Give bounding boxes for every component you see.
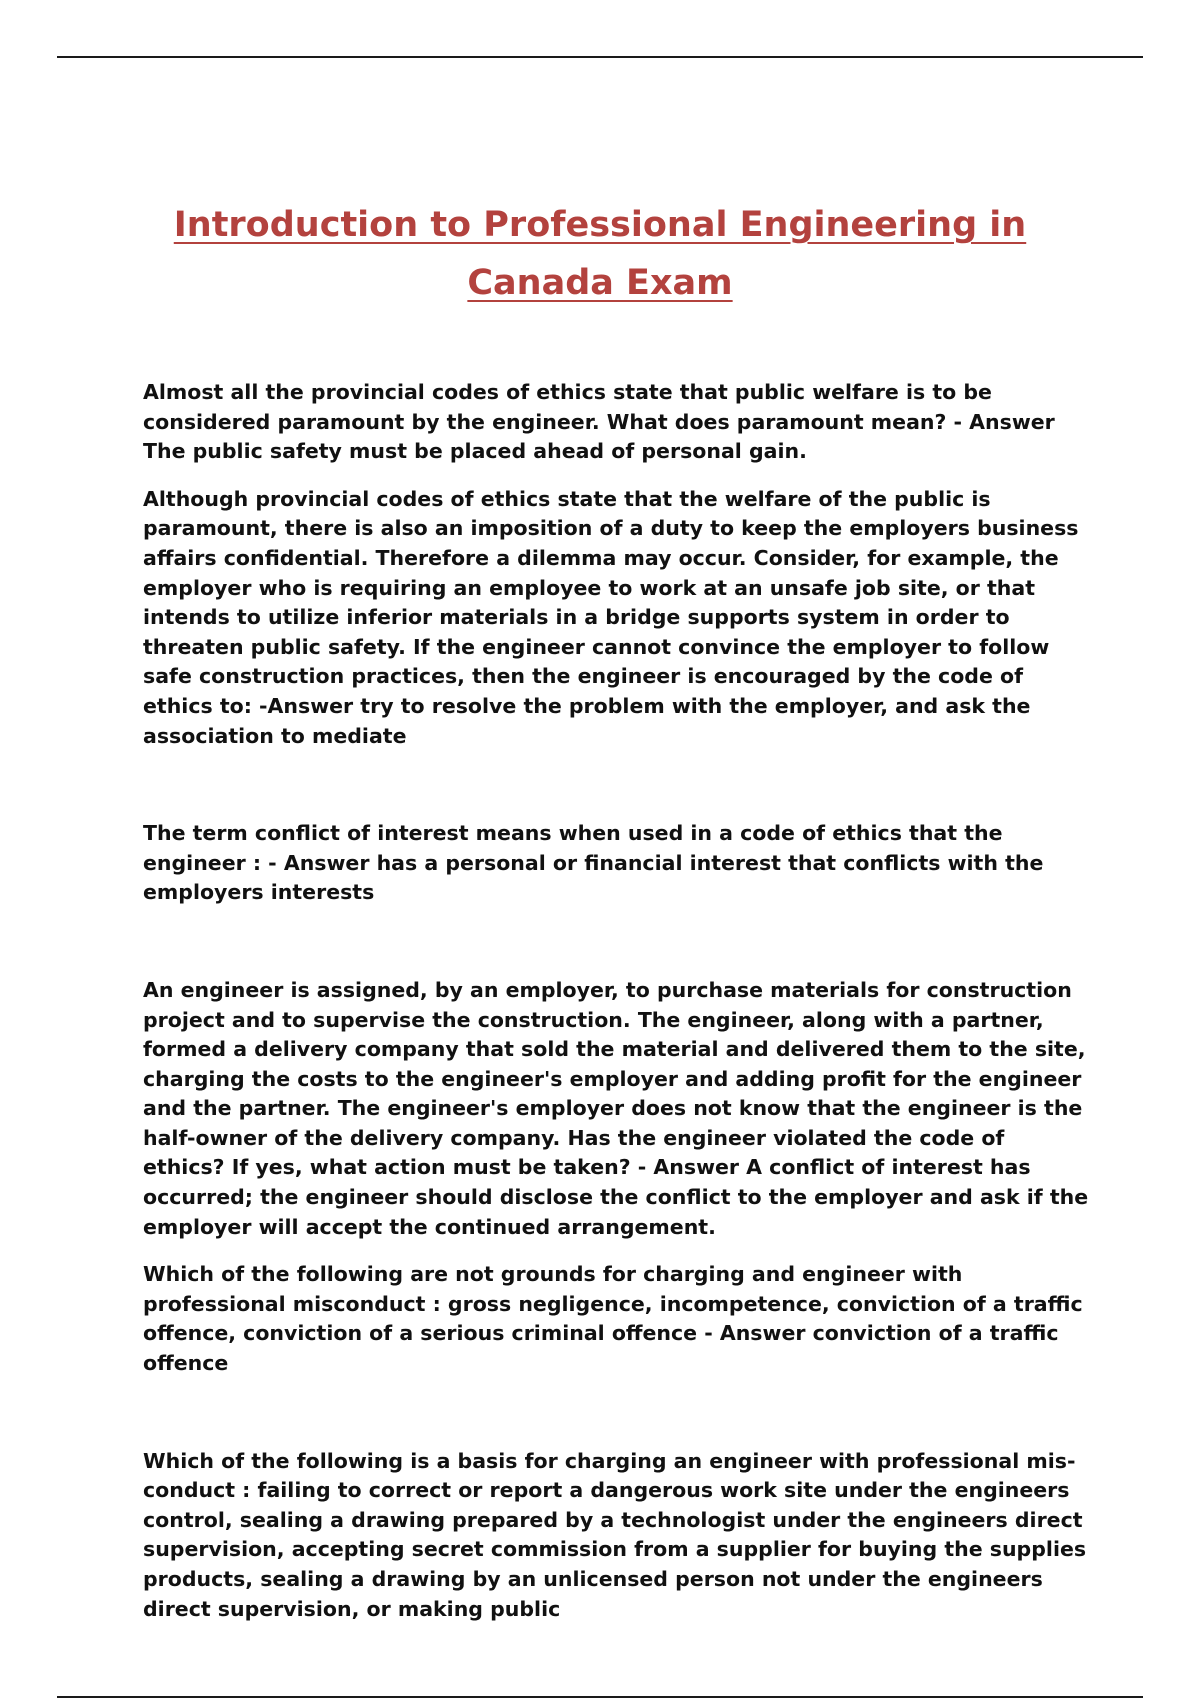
qa-entry: Which of the following are not grounds for charging and engineer with professional misconduct : gross negligence, incompetence, conviction of a traffic offence, conviction of a serious criminal offence - Answer conviction of a traffic offence [143, 1262, 1083, 1376]
document-title [100, 196, 1100, 312]
qa-entry: Which of the following is a basis for charging an engineer with professional mis-conduct : failing to correct or report a dangerous work site under the engineers control, sealing a drawing prepared by a technologist under the engineers direct supervision, accepting secret commission from a supplier for buying the supplies products, sealing a drawing by an unlicensed person not under the engineers direct supervision, or making public [143, 1448, 1087, 1621]
document-body [143, 378, 1093, 1624]
qa-entry: An engineer is assigned, by an employer, to purchase materials for construction project and to supervise the construction. The engineer, along with a partner, formed a delivery company that sold the material and delivered them to the site, charging the costs to the engineer's employer and adding profit for the engineer and the partner. The engineer's employer does not know that the engineer is the half-owner of the delivery company. Has the engineer violated the code of ethics? If yes, what action must be taken? - Answer A conflict of interest has occurred; the engineer should disclose the conflict to the employer and ask if the employer will accept the continued arrangement. [143, 977, 1089, 1239]
document-title-text: Introduction to Professional Engineering in Canada Exam [173, 205, 1027, 303]
qa-entry: Although provincial codes of ethics state that the welfare of the public is paramount, there is also an imposition of a duty to keep the employers business affairs confidential. Therefore a dilemma may occur. Consider, for example, the employer who is requiring an employee to work at an unsafe job site, or that intends to utilize inferior materials in a bridge supports system in order to threaten public safety. If the engineer cannot convince the employer to follow safe construction practices, then the engineer is encouraged by the code of ethics to: -Answer try to resolve the problem with the employer, and ask the association to mediate [143, 486, 1079, 748]
qa-entry: Almost all the provincial codes of ethics state that public welfare is to be considered paramount by the engineer. What does paramount mean? - Answer The public safety must be placed ahead of personal gain. [143, 380, 1055, 464]
header-rule [57, 56, 1143, 58]
footer-rule [57, 1696, 1143, 1698]
qa-entry: The term conflict of interest means when used in a code of ethics that the engineer : - Answer has a personal or financial interest that conflicts with the employers interests [143, 821, 1044, 905]
